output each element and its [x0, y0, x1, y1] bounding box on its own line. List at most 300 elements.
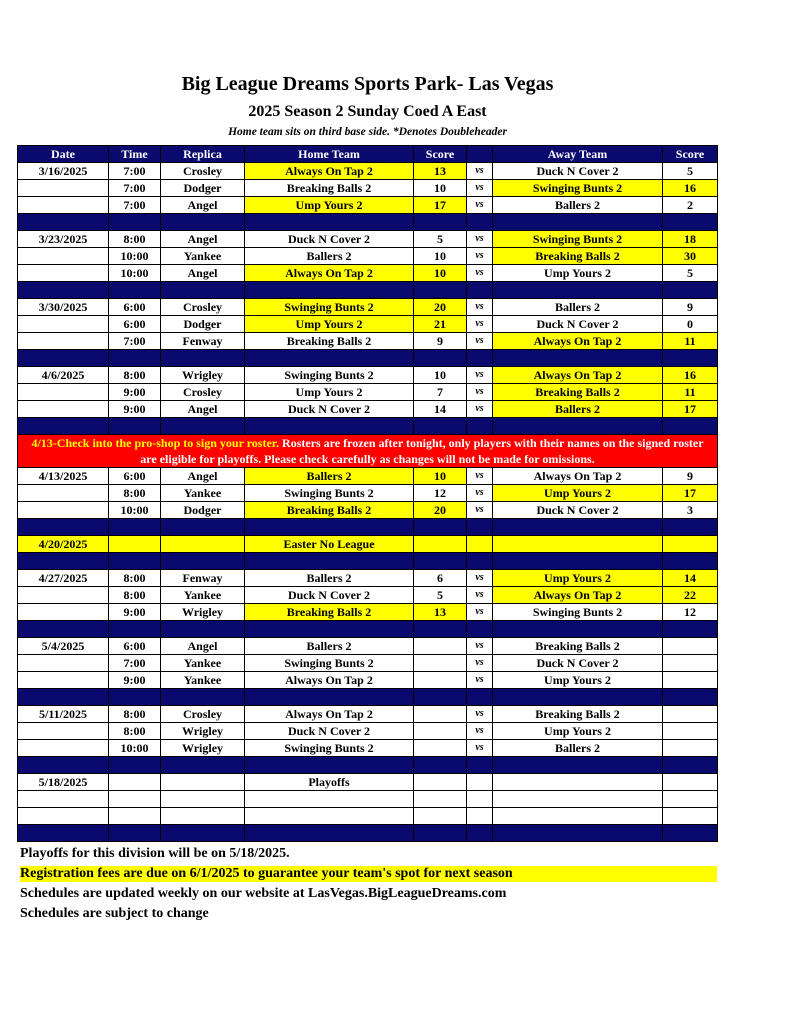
home-score: 6	[414, 570, 467, 587]
vs-label: vs	[467, 468, 493, 485]
game-date: 4/6/2025	[18, 367, 109, 384]
home-team: Ump Yours 2	[245, 316, 414, 333]
game-date	[18, 316, 109, 333]
game-field: Dodger	[161, 316, 245, 333]
home-score: 13	[414, 163, 467, 180]
game-time: 8:00	[109, 570, 161, 587]
separator-row	[18, 214, 718, 231]
separator-cell	[663, 418, 718, 435]
separator-cell	[414, 214, 467, 231]
game-date: 5/4/2025	[18, 638, 109, 655]
separator-cell	[414, 350, 467, 367]
game-field: Angel	[161, 468, 245, 485]
away-score: 9	[663, 468, 718, 485]
home-score: 5	[414, 231, 467, 248]
playoff-away	[493, 791, 663, 808]
game-time: 10:00	[109, 502, 161, 519]
separator-cell	[414, 621, 467, 638]
separator-cell	[467, 282, 493, 299]
separator-cell	[245, 553, 414, 570]
separator-cell	[663, 214, 718, 231]
easter-cell	[109, 536, 161, 553]
game-date	[18, 401, 109, 418]
header-home-score: Score	[414, 146, 467, 163]
separator-cell	[245, 757, 414, 774]
vs-label: vs	[467, 248, 493, 265]
roster-notice-row	[18, 435, 718, 468]
separator-cell	[161, 621, 245, 638]
game-time: 7:00	[109, 197, 161, 214]
game-date	[18, 502, 109, 519]
playoff-away-score	[663, 774, 718, 791]
playoff-away-score	[663, 791, 718, 808]
separator-cell	[663, 282, 718, 299]
home-team: Always On Tap 2	[245, 672, 414, 689]
game-field: Dodger	[161, 180, 245, 197]
home-score: 10	[414, 468, 467, 485]
playoff-home-score	[414, 808, 467, 825]
away-team: Ballers 2	[493, 197, 663, 214]
game-time: 9:00	[109, 384, 161, 401]
separator-cell	[245, 282, 414, 299]
separator-cell	[467, 825, 493, 842]
page-subtitle: 2025 Season 2 Sunday Coed A East	[248, 103, 487, 120]
separator-row	[18, 689, 718, 706]
separator-cell	[245, 418, 414, 435]
separator-cell	[109, 757, 161, 774]
home-team: Swinging Bunts 2	[245, 655, 414, 672]
game-field: Crosley	[161, 299, 245, 316]
separator-cell	[467, 418, 493, 435]
schedule-table	[17, 145, 718, 842]
separator-cell	[161, 757, 245, 774]
game-date: 3/23/2025	[18, 231, 109, 248]
playoff-row	[18, 808, 718, 825]
easter-row	[18, 536, 718, 553]
game-row	[18, 604, 718, 621]
away-score	[663, 655, 718, 672]
away-team: Breaking Balls 2	[493, 384, 663, 401]
game-row	[18, 570, 718, 587]
home-score	[414, 723, 467, 740]
separator-cell	[493, 214, 663, 231]
game-field: Wrigley	[161, 723, 245, 740]
away-score: 17	[663, 485, 718, 502]
vs-label: vs	[467, 604, 493, 621]
home-team: Always On Tap 2	[245, 163, 414, 180]
away-team: Ballers 2	[493, 299, 663, 316]
separator-cell	[161, 689, 245, 706]
game-field: Crosley	[161, 706, 245, 723]
separator-row	[18, 519, 718, 536]
separator-cell	[493, 350, 663, 367]
away-score: 5	[663, 265, 718, 282]
home-team: Duck N Cover 2	[245, 231, 414, 248]
home-score: 10	[414, 265, 467, 282]
separator-row	[18, 825, 718, 842]
playoff-vs	[467, 791, 493, 808]
separator-cell	[18, 825, 109, 842]
game-field: Yankee	[161, 655, 245, 672]
away-team: Ump Yours 2	[493, 485, 663, 502]
playoff-row	[18, 791, 718, 808]
away-score: 17	[663, 401, 718, 418]
separator-cell	[414, 418, 467, 435]
away-team: Duck N Cover 2	[493, 502, 663, 519]
separator-cell	[161, 519, 245, 536]
away-team: Swinging Bunts 2	[493, 604, 663, 621]
game-row	[18, 401, 718, 418]
away-score: 5	[663, 163, 718, 180]
home-team: Duck N Cover 2	[245, 723, 414, 740]
notice-highlight: Check into the pro-shop to sign your roster.	[56, 436, 280, 450]
game-date: 3/16/2025	[18, 163, 109, 180]
separator-cell	[161, 282, 245, 299]
game-field: Angel	[161, 197, 245, 214]
away-score	[663, 740, 718, 757]
schedule-note: Home team sits on third base side. *Denotes Doubleheader	[228, 126, 507, 138]
separator-cell	[663, 519, 718, 536]
game-row	[18, 231, 718, 248]
home-team: Duck N Cover 2	[245, 587, 414, 604]
vs-label: vs	[467, 197, 493, 214]
away-team: Swinging Bunts 2	[493, 231, 663, 248]
game-time: 7:00	[109, 655, 161, 672]
away-score: 11	[663, 333, 718, 350]
separator-cell	[18, 757, 109, 774]
separator-row	[18, 553, 718, 570]
home-team: Swinging Bunts 2	[245, 367, 414, 384]
away-team: Always On Tap 2	[493, 367, 663, 384]
away-score: 0	[663, 316, 718, 333]
separator-cell	[18, 350, 109, 367]
home-team: Always On Tap 2	[245, 706, 414, 723]
playoff-home	[245, 791, 414, 808]
footer-website: Schedules are updated weekly on our website at LasVegas.BigLeagueDreams.com	[20, 886, 507, 901]
separator-cell	[161, 825, 245, 842]
vs-label: vs	[467, 723, 493, 740]
vs-label: vs	[467, 570, 493, 587]
away-score: 16	[663, 180, 718, 197]
playoff-away	[493, 808, 663, 825]
game-time: 7:00	[109, 180, 161, 197]
game-time: 8:00	[109, 723, 161, 740]
separator-row	[18, 350, 718, 367]
footer-subject-to-change: Schedules are subject to change	[20, 906, 209, 921]
easter-cell	[493, 536, 663, 553]
away-team: Duck N Cover 2	[493, 316, 663, 333]
away-score	[663, 672, 718, 689]
separator-cell	[245, 825, 414, 842]
home-score: 20	[414, 502, 467, 519]
home-team: Ballers 2	[245, 570, 414, 587]
away-score: 30	[663, 248, 718, 265]
easter-cell	[414, 536, 467, 553]
game-field: Wrigley	[161, 740, 245, 757]
separator-cell	[467, 621, 493, 638]
game-field: Yankee	[161, 587, 245, 604]
away-score: 9	[663, 299, 718, 316]
game-row	[18, 248, 718, 265]
separator-cell	[245, 621, 414, 638]
separator-cell	[663, 825, 718, 842]
playoff-time	[109, 774, 161, 791]
separator-cell	[18, 689, 109, 706]
game-row	[18, 485, 718, 502]
vs-label: vs	[467, 485, 493, 502]
separator-cell	[18, 282, 109, 299]
away-score	[663, 638, 718, 655]
easter-label: Easter No League	[245, 536, 414, 553]
separator-cell	[467, 553, 493, 570]
home-score: 17	[414, 197, 467, 214]
game-field: Dodger	[161, 502, 245, 519]
away-team: Duck N Cover 2	[493, 163, 663, 180]
home-score	[414, 638, 467, 655]
schedule-body	[18, 163, 718, 842]
away-team: Swinging Bunts 2	[493, 180, 663, 197]
separator-cell	[18, 553, 109, 570]
separator-cell	[109, 553, 161, 570]
header-home-team: Home Team	[245, 146, 414, 163]
separator-cell	[245, 519, 414, 536]
home-score: 20	[414, 299, 467, 316]
game-field: Fenway	[161, 333, 245, 350]
game-date: 5/11/2025	[18, 706, 109, 723]
game-date	[18, 655, 109, 672]
game-field: Wrigley	[161, 604, 245, 621]
home-team: Ump Yours 2	[245, 197, 414, 214]
home-team: Breaking Balls 2	[245, 333, 414, 350]
separator-row	[18, 282, 718, 299]
footer-playoffs: Playoffs for this division will be on 5/18/2025.	[20, 846, 290, 861]
game-date	[18, 672, 109, 689]
vs-label: vs	[467, 367, 493, 384]
away-team: Always On Tap 2	[493, 333, 663, 350]
playoff-row	[18, 774, 718, 791]
notice-prefix: 4/13-	[31, 436, 57, 450]
separator-cell	[109, 418, 161, 435]
roster-notice	[18, 435, 718, 468]
vs-label: vs	[467, 299, 493, 316]
away-team: Always On Tap 2	[493, 468, 663, 485]
home-score: 12	[414, 485, 467, 502]
playoff-home-score	[414, 774, 467, 791]
separator-cell	[245, 214, 414, 231]
game-field: Fenway	[161, 570, 245, 587]
separator-cell	[493, 418, 663, 435]
game-field: Wrigley	[161, 367, 245, 384]
playoff-time	[109, 791, 161, 808]
away-score: 12	[663, 604, 718, 621]
home-score: 10	[414, 367, 467, 384]
playoff-field	[161, 808, 245, 825]
header-away-score: Score	[663, 146, 718, 163]
game-time: 8:00	[109, 485, 161, 502]
home-score: 21	[414, 316, 467, 333]
game-time: 10:00	[109, 265, 161, 282]
game-row	[18, 299, 718, 316]
game-row	[18, 655, 718, 672]
home-team: Swinging Bunts 2	[245, 485, 414, 502]
game-row	[18, 384, 718, 401]
playoff-field	[161, 774, 245, 791]
vs-label: vs	[467, 180, 493, 197]
home-team: Ump Yours 2	[245, 384, 414, 401]
away-score	[663, 723, 718, 740]
header-time: Time	[109, 146, 161, 163]
separator-cell	[467, 689, 493, 706]
away-score: 14	[663, 570, 718, 587]
game-time: 6:00	[109, 299, 161, 316]
game-row	[18, 672, 718, 689]
separator-cell	[414, 282, 467, 299]
away-score: 18	[663, 231, 718, 248]
game-time: 9:00	[109, 401, 161, 418]
separator-cell	[109, 350, 161, 367]
game-date: 4/27/2025	[18, 570, 109, 587]
game-time: 8:00	[109, 231, 161, 248]
easter-cell	[161, 536, 245, 553]
home-score: 14	[414, 401, 467, 418]
game-row	[18, 502, 718, 519]
separator-cell	[109, 689, 161, 706]
playoff-date	[18, 808, 109, 825]
separator-cell	[245, 689, 414, 706]
game-time: 10:00	[109, 740, 161, 757]
game-date: 3/30/2025	[18, 299, 109, 316]
game-field: Angel	[161, 401, 245, 418]
easter-cell	[467, 536, 493, 553]
game-row	[18, 706, 718, 723]
game-date	[18, 180, 109, 197]
game-time: 6:00	[109, 316, 161, 333]
game-time: 6:00	[109, 468, 161, 485]
vs-label: vs	[467, 333, 493, 350]
playoff-home-score	[414, 791, 467, 808]
easter-cell	[663, 536, 718, 553]
separator-cell	[467, 757, 493, 774]
easter-date: 4/20/2025	[18, 536, 109, 553]
header-date: Date	[18, 146, 109, 163]
separator-cell	[493, 689, 663, 706]
playoff-away-score	[663, 808, 718, 825]
separator-cell	[18, 214, 109, 231]
game-row	[18, 163, 718, 180]
game-date	[18, 197, 109, 214]
away-team: Ump Yours 2	[493, 723, 663, 740]
away-team: Breaking Balls 2	[493, 706, 663, 723]
separator-cell	[414, 553, 467, 570]
away-score: 22	[663, 587, 718, 604]
separator-cell	[18, 418, 109, 435]
separator-cell	[663, 350, 718, 367]
home-score: 10	[414, 248, 467, 265]
separator-cell	[414, 519, 467, 536]
away-team: Breaking Balls 2	[493, 638, 663, 655]
playoff-home: Playoffs	[245, 774, 414, 791]
game-time: 6:00	[109, 638, 161, 655]
home-score: 9	[414, 333, 467, 350]
home-team: Duck N Cover 2	[245, 401, 414, 418]
page-title: Big League Dreams Sports Park- Las Vegas	[181, 73, 554, 95]
separator-cell	[493, 553, 663, 570]
game-field: Yankee	[161, 485, 245, 502]
away-team: Ballers 2	[493, 740, 663, 757]
home-team: Swinging Bunts 2	[245, 740, 414, 757]
game-row	[18, 723, 718, 740]
separator-cell	[161, 418, 245, 435]
header-vs	[467, 146, 493, 163]
game-row	[18, 638, 718, 655]
home-score	[414, 672, 467, 689]
game-row	[18, 316, 718, 333]
vs-label: vs	[467, 265, 493, 282]
home-score: 5	[414, 587, 467, 604]
game-date	[18, 333, 109, 350]
playoff-home	[245, 808, 414, 825]
home-team: Breaking Balls 2	[245, 604, 414, 621]
game-field: Crosley	[161, 384, 245, 401]
away-score: 11	[663, 384, 718, 401]
game-date	[18, 604, 109, 621]
game-field: Angel	[161, 638, 245, 655]
separator-cell	[414, 689, 467, 706]
game-time: 9:00	[109, 672, 161, 689]
game-time: 10:00	[109, 248, 161, 265]
home-team: Breaking Balls 2	[245, 502, 414, 519]
away-score: 16	[663, 367, 718, 384]
game-row	[18, 367, 718, 384]
vs-label: vs	[467, 655, 493, 672]
playoff-away	[493, 774, 663, 791]
vs-label: vs	[467, 587, 493, 604]
separator-cell	[663, 553, 718, 570]
game-date: 4/13/2025	[18, 468, 109, 485]
game-time: 7:00	[109, 333, 161, 350]
home-team: Swinging Bunts 2	[245, 299, 414, 316]
away-team: Always On Tap 2	[493, 587, 663, 604]
home-score	[414, 655, 467, 672]
game-field: Yankee	[161, 672, 245, 689]
vs-label: vs	[467, 740, 493, 757]
separator-cell	[161, 553, 245, 570]
separator-cell	[414, 757, 467, 774]
separator-cell	[467, 350, 493, 367]
header-replica: Replica	[161, 146, 245, 163]
game-date	[18, 740, 109, 757]
game-row	[18, 587, 718, 604]
separator-cell	[109, 621, 161, 638]
separator-cell	[245, 350, 414, 367]
home-score: 13	[414, 604, 467, 621]
away-score	[663, 706, 718, 723]
vs-label: vs	[467, 384, 493, 401]
playoff-date: 5/18/2025	[18, 774, 109, 791]
home-team: Ballers 2	[245, 638, 414, 655]
header-away-team: Away Team	[493, 146, 663, 163]
game-row	[18, 265, 718, 282]
away-team: Ump Yours 2	[493, 570, 663, 587]
separator-cell	[493, 282, 663, 299]
separator-cell	[109, 282, 161, 299]
game-time: 8:00	[109, 706, 161, 723]
separator-cell	[663, 757, 718, 774]
game-field: Angel	[161, 231, 245, 248]
vs-label: vs	[467, 706, 493, 723]
playoff-date	[18, 791, 109, 808]
away-team: Ump Yours 2	[493, 265, 663, 282]
